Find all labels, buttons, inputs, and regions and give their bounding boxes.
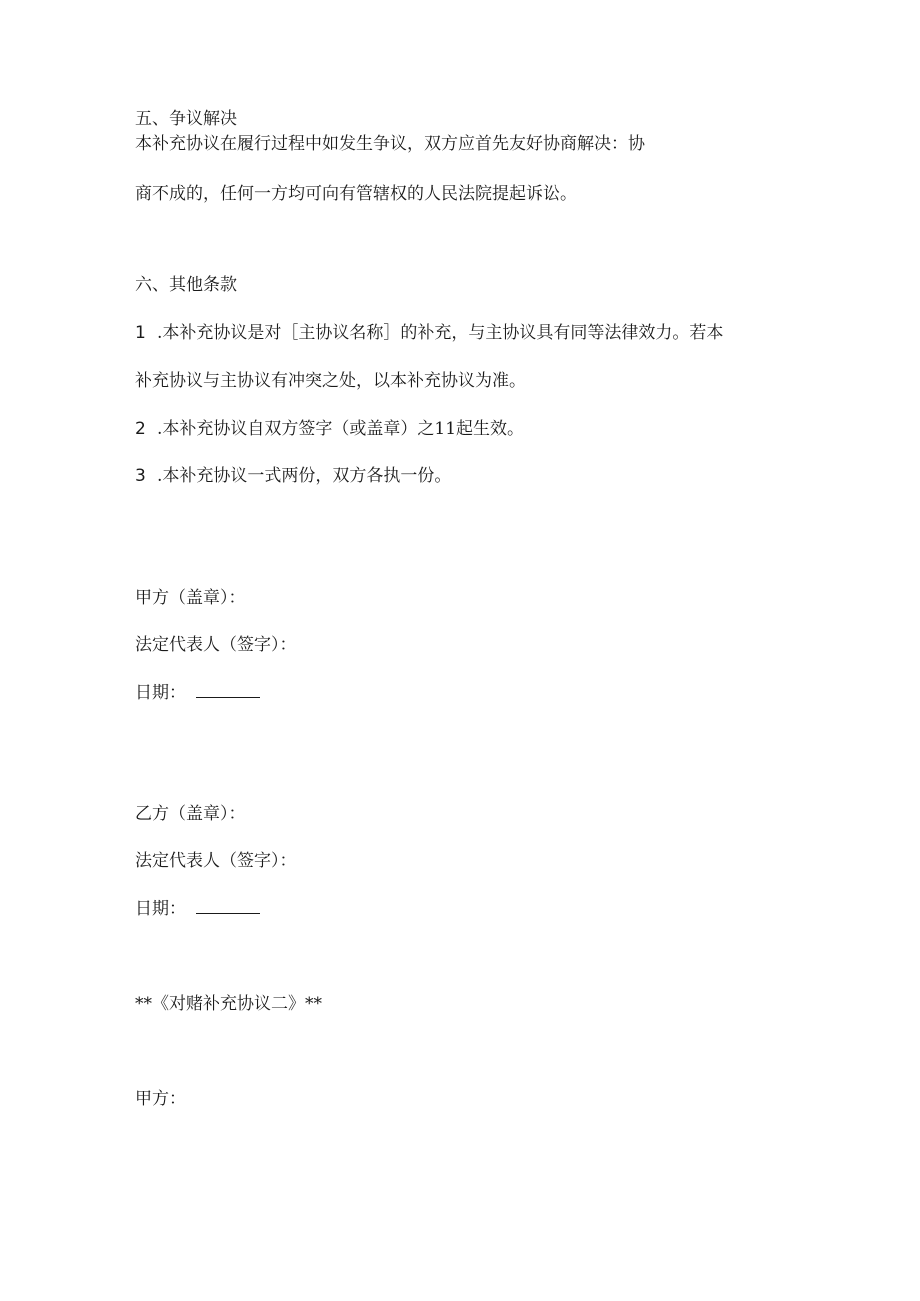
clause-3 bbox=[135, 465, 451, 487]
clause-1-line2: 补充协议与主协议有冲突之处，以本补充协议为准。 bbox=[135, 371, 526, 391]
section5-paragraph-line1: 本补充协议在履行过程中如发生争议，双方应首先友好协商解决：协 bbox=[135, 134, 645, 154]
party-a-date-row bbox=[135, 682, 260, 704]
party-a-seal-label: 甲方（盖章）： bbox=[135, 588, 246, 608]
party-b-rep-label: 法定代表人（签字）： bbox=[135, 851, 297, 871]
section5-paragraph-line2: 商不成的，任何一方均可向有管辖权的人民法院提起诉讼。 bbox=[135, 184, 577, 204]
party-a-date-blank bbox=[196, 683, 260, 698]
party-b-date-label: 日期： bbox=[135, 899, 186, 919]
clause-2 bbox=[135, 418, 524, 440]
clause-3-text: .本补充协议一式两份，双方各执一份。 bbox=[157, 466, 452, 486]
party-a-date-label: 日期： bbox=[135, 683, 186, 703]
party-b-date-blank bbox=[196, 899, 260, 914]
section5-heading: 五、争议解决 bbox=[135, 109, 237, 129]
section6-heading: 六、其他条款 bbox=[135, 275, 237, 295]
next-agreement-title: **《对赌补充协议二》** bbox=[135, 994, 322, 1014]
party-a-rep-label: 法定代表人（签字）： bbox=[135, 635, 297, 655]
clause-3-number: 3 bbox=[135, 466, 146, 486]
next-party-a-label: 甲方： bbox=[135, 1089, 186, 1109]
clause-2-text: .本补充协议自双方签字（或盖章）之11起生效。 bbox=[157, 419, 525, 439]
clause-1-text: .本补充协议是对［主协议名称］的补充，与主协议具有同等法律效力。若本 bbox=[157, 323, 724, 343]
clause-2-number: 2 bbox=[135, 419, 146, 439]
party-b-seal-label: 乙方（盖章）： bbox=[135, 804, 246, 824]
clause-1-line1 bbox=[135, 322, 723, 344]
clause-1-number: 1 bbox=[135, 323, 146, 343]
party-b-date-row bbox=[135, 898, 260, 920]
